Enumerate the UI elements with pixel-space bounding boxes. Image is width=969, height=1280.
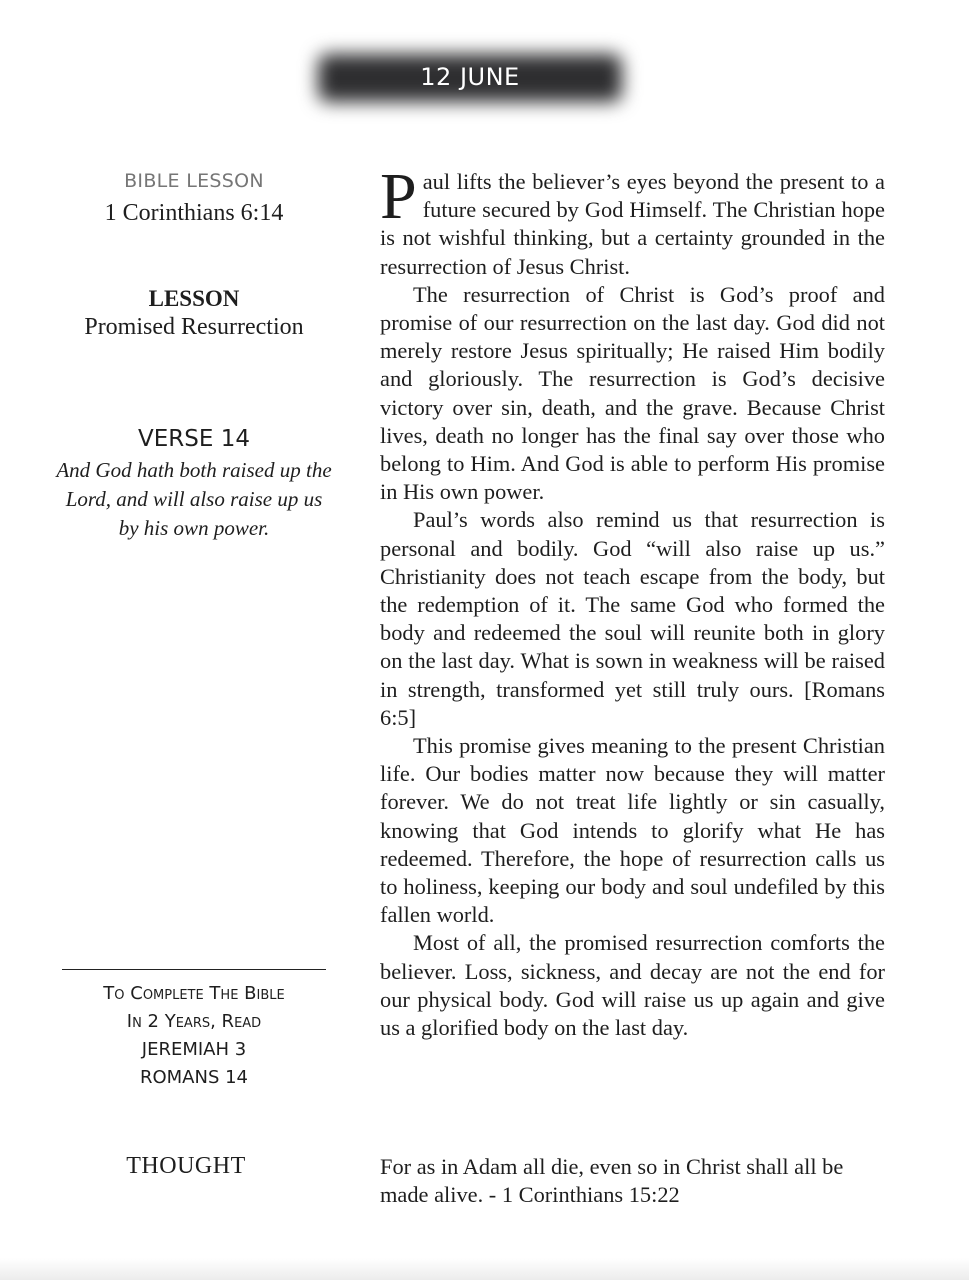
reading-book-1: JEREMIAH 3 (141, 1039, 247, 1060)
lesson-heading: LESSON (148, 286, 240, 311)
paragraph-3: Paul’s words also remind us that resurrection is personal and bodily. God “will also raise up us.” Christianity does not teach escape from the body, but the redemption of it. The same God who formed the body and redeemed the soul will reunite both in glory on the last day. What is sown in weakness will be raised in strength, transformed yet still truly ours. [Romans 6:5] (380, 507, 885, 730)
date-label: 12 JUNE (420, 63, 520, 91)
reading-line-1: To Complete The Bible (103, 983, 285, 1004)
paragraph-2: The resurrection of Christ is God’s proof and promise of our resurrection on the last day. God did not merely restore Jesus spiritually; He raised Him bodily and gloriously. The resurrection is God’s decisive victory over sin, death, and the grave. Because Christ lives, death no longer has the final say over those who belong to Him. And God is able to perform His promise in His own power. (380, 281, 885, 505)
paragraph-1-text: aul lifts the believer’s eyes beyond the present to a future secured by God Himself. The Christian hope is not wishful thinking, but a certainty grounded in the resurrection of Jesus Christ. (380, 169, 885, 279)
date-banner (300, 40, 640, 118)
reading-line-2: In 2 Years, Read (126, 1011, 262, 1032)
thought-text: For as in Adam all die, even so in Christ shall all be made alive. - 1 Corinthians 15:22 (380, 1154, 844, 1208)
verse-text: And God hath both raised up the Lord, and will also raise up us by his own power. (56, 458, 332, 540)
lesson-body (380, 160, 885, 1042)
paragraph-5: Most of all, the promised resurrection comforts the believer. Loss, sickness, and decay are not the end for our physical body. God will raise us up again and give us a glorified body on the last day. (380, 930, 885, 1041)
page-bottom-edge (0, 1258, 969, 1280)
thought-label: THOUGHT (126, 1153, 246, 1179)
paragraph-1 (380, 160, 885, 281)
reading-divider (62, 969, 326, 970)
lesson-title: Promised Resurrection (84, 314, 304, 340)
reading-plan (62, 980, 326, 1092)
paragraph-4: This promise gives meaning to the present Christian life. Our bodies matter now because they will matter forever. We do not treat life lightly or sin casually, knowing that God intends to glorify what He has redeemed. Therefore, the hope of resurrection calls us to holiness, keeping our body and soul undefiled by this fallen world. (380, 733, 885, 928)
verse-heading: VERSE 14 (138, 426, 250, 452)
bible-lesson-reference: 1 Corinthians 6:14 (104, 200, 284, 226)
drop-cap: P (380, 160, 417, 233)
reading-book-2: ROMANS 14 (139, 1067, 249, 1088)
bible-lesson-heading: BIBLE LESSON (124, 170, 264, 192)
